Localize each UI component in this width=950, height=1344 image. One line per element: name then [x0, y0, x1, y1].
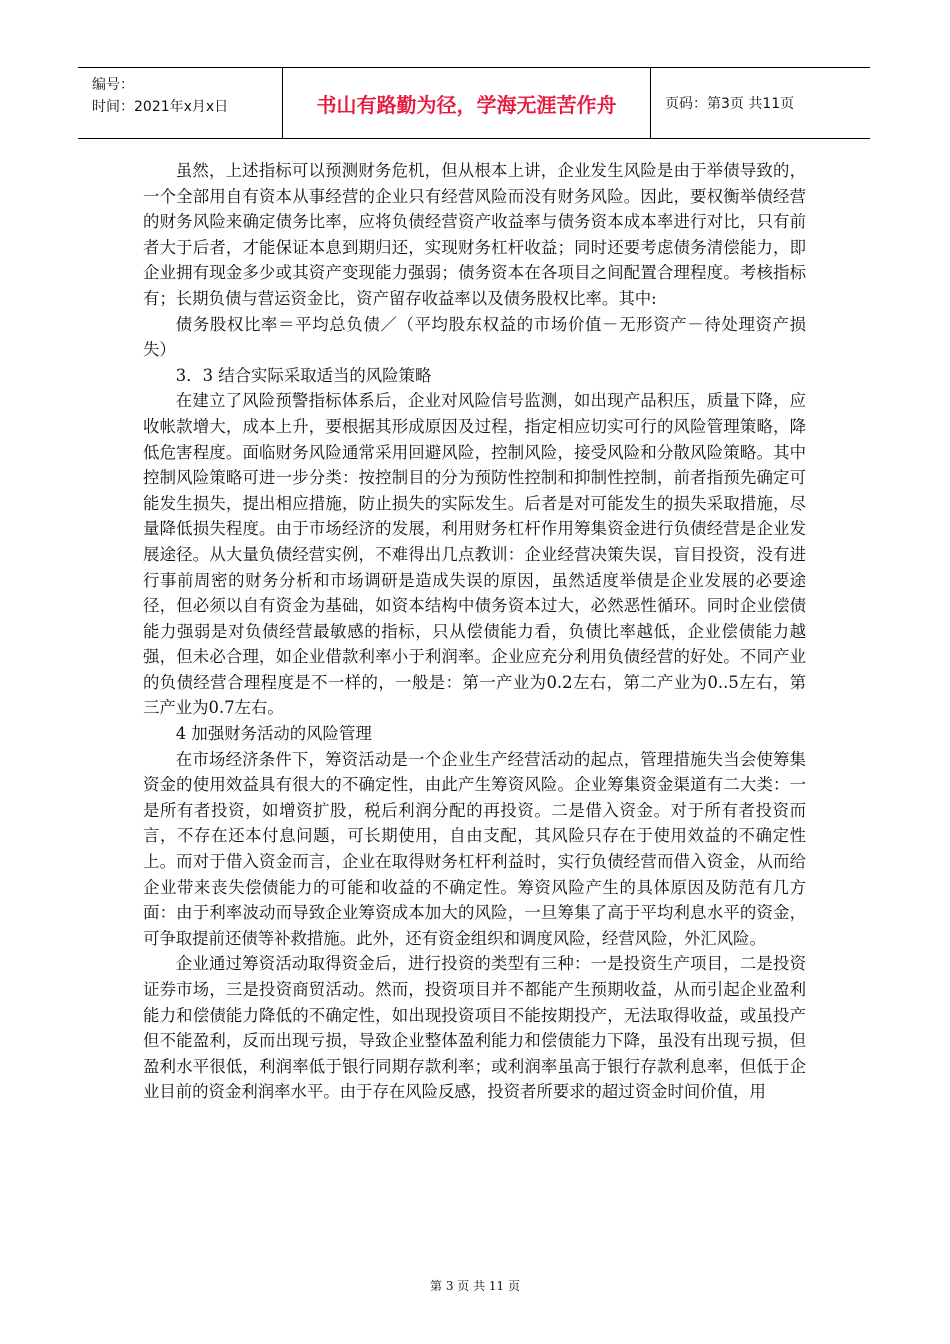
header-meta [78, 68, 283, 138]
section-heading: 4 加强财务活动的风险管理 [175, 724, 372, 744]
paragraph: 虽然，上述指标可以预测财务危机，但从根本上讲，企业发生风险是由于举债导致的，一个全部用自有资本从事经营的企业只有经营风险而没有财务风险。因此，要权衡举债经营的财务风险来确定债务比率，应将负债经营资产收益率与债务资本成本率进行对比，只有前者大于后者，才能保证本息到期归还，实现财务杠杆收益；同时还要考虑债务清偿能力，即企业拥有现金多少或其资产变现能力强弱；债务资本在各项目之间配置合理程度。考核指标有；长期负债与营运资金比，资产留存收益率以及债务股权比率。其中: [143, 161, 806, 308]
serial-label: 编号： [92, 77, 134, 93]
section-heading: 3．3 结合实际采取适当的风险策略 [175, 365, 432, 385]
document-body [143, 158, 806, 1105]
paragraph: 企业通过筹资活动取得资金后，进行投资的类型有三种：一是投资生产项目，二是投资证券市场，三是投资商贸活动。然而，投资项目并不都能产生预期收益，从而引起企业盈利能力和偿债能力降低的不确定性，如出现投资项目不能按期投产，无法取得收益，或虽投产但不能盈利，反而出现亏损，导致企业整体盈利能力和偿债能力下降，虽没有出现亏损，但盈利水平很低，利润率低于银行同期存款利率；或利润率虽高于银行存款利息率，但低于企业目前的资金利润率水平。由于存在风险反感，投资者所要求的超过资金时间价值，用 [143, 954, 806, 1102]
page-header [78, 67, 870, 139]
paragraph: 在建立了风险预警指标体系后，企业对风险信号监测，如出现产品积压，质量下降，应收帐款增大，成本上升，要根据其形成原因及过程，指定相应切实可行的风险管理策略，降低危害程度。面临财务风险通常采用回避风险，控制风险，接受风险和分散风险策略。其中控制风险策略可进一步分类：按控制目的分为预防性控制和抑制性控制，前者指预先确定可能发生损失，提出相应措施，防止损失的实际发生。后者是对可能发生的损失采取措施，尽量降低损失程度。由于市场经济的发展，利用财务杠杆作用筹集资金进行负债经营是企业发展途径。从大量负债经营实例，不难得出几点教训：企业经营决策失误，盲目投资，没有进行事前周密的财务分析和市场调研是造成失误的原因，虽然适度举债是企业发展的必要途径，但必须以自有资金为基础，如资本结构中债务资本过大，必然恶性循环。同时企业偿债能力强弱是对负债经营最敏感的指标，只从偿债能力看，负债比率越低，企业偿债能力越强，但未必合理，如企业借款利率小于利润率。企业应充分利用负债经营的好处。不同产业的负债经营合理程度是不一样的，一般是：第一产业为0.2左右，第二产业为0..5左右，第三产业为0.7左右。 [143, 391, 806, 718]
header-page-info: 页码：第3页 共11页 [665, 96, 795, 112]
paragraph: 在市场经济条件下，筹资活动是一个企业生产经营活动的起点，管理措施失当会使筹集资金的使用效益具有很大的不确定性，由此产生筹资风险。企业筹集资金渠道有二大类：一是所有者投资，如增资扩股，税后利润分配的再投资。二是借入资金。对于所有者投资而言，不存在还本付息问题，可长期使用，自由支配，其风险只存在于使用效益的不确定性上。而对于借入资金而言，企业在取得财务杠杆利益时，实行负债经营而借入资金，从而给企业带来丧失偿债能力的可能和收益的不确定性。筹资风险产生的具体原因及防范有几方面：由于利率波动而导致企业筹资成本加大的风险，一旦筹集了高于平均利息水平的资金，可争取提前还债等补救措施。此外，还有资金组织和调度风险，经营风险，外汇风险。 [143, 749, 806, 948]
page-footer: 第 3 页 共 11 页 [430, 1279, 520, 1293]
time-label: 时间：2021年x月x日 [92, 99, 229, 115]
formula-paragraph: 债务股权比率＝平均总负债／（平均股东权益的市场价值－无形资产－待处理资产损失） [143, 314, 806, 360]
header-motto: 书山有路勤为径，学海无涯苦作舟 [283, 68, 651, 138]
